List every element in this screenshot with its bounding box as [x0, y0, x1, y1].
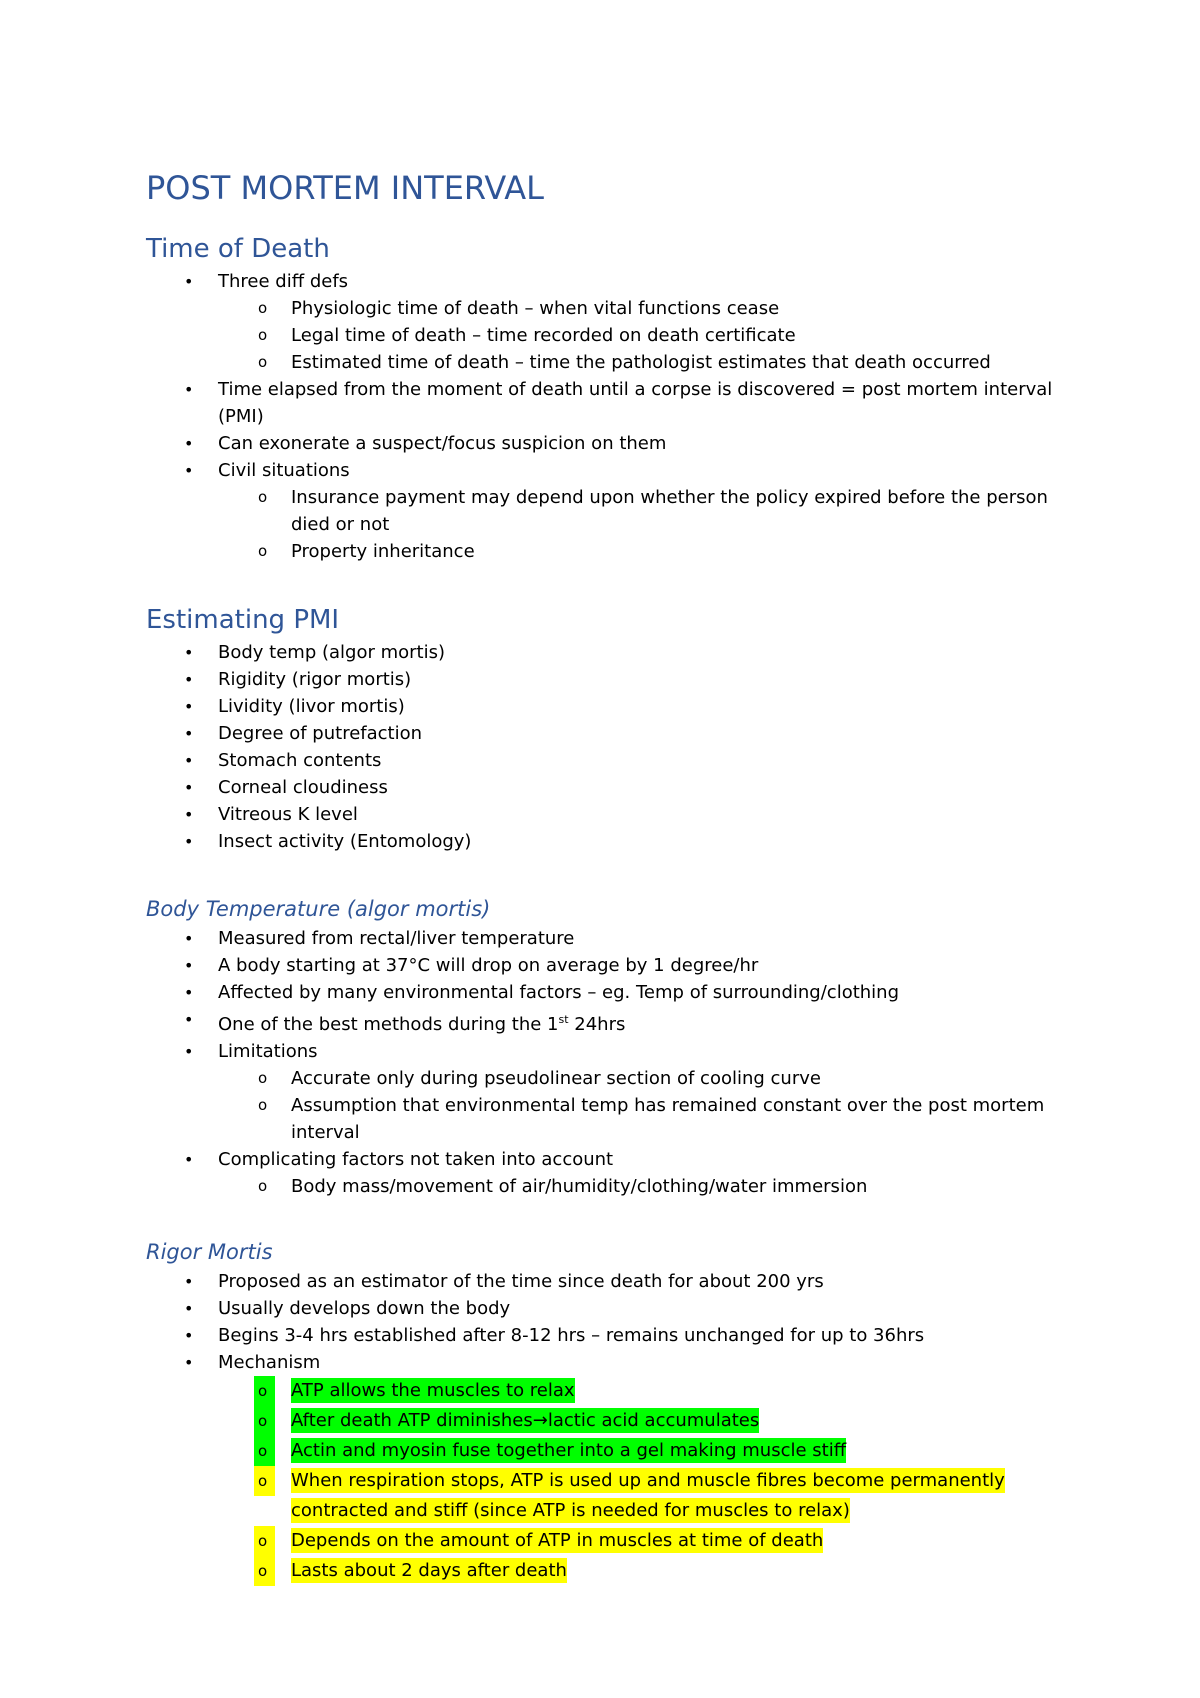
list-item: • Proposed as an estimator of the time since death for about 200 yrs — [146, 1268, 1066, 1295]
bullet-icon: • — [184, 1353, 194, 1372]
bullet-icon: • — [184, 434, 194, 453]
list-item: • Mechanism — [146, 1349, 1066, 1376]
highlighted-sub-item: o Actin and myosin fuse together into a gel making muscle stiff — [146, 1436, 1066, 1466]
list-item: • Corneal cloudiness — [146, 774, 1066, 801]
sub-bullet-icon: o — [254, 1526, 275, 1556]
bullet-icon: • — [184, 1150, 194, 1169]
bullet-icon: • — [184, 272, 194, 291]
bullet-icon: • — [184, 643, 194, 662]
sub-list-item: o Accurate only during pseudolinear section of cooling curve — [146, 1065, 1066, 1092]
sub-bullet-icon: o — [258, 542, 268, 560]
bullet-icon: • — [184, 1010, 194, 1029]
list-item: • Degree of putrefaction — [146, 720, 1066, 747]
list-item: • Body temp (algor mortis) — [146, 639, 1066, 666]
sub-bullet-icon: o — [258, 488, 268, 506]
sub-list-item: o Property inheritance — [146, 538, 1066, 565]
section-estimating-pmi — [146, 601, 1066, 855]
list-item: • Insect activity (Entomology) — [146, 828, 1066, 855]
bullet-icon: • — [184, 1042, 194, 1061]
sub-list-item: o Assumption that environmental temp has remained constant over the post mortem interval — [146, 1092, 1066, 1146]
bullet-icon: • — [184, 697, 194, 716]
heading-time-of-death: Time of Death — [146, 234, 330, 264]
sub-bullet-icon: o — [258, 1069, 268, 1087]
document-title: POST MORTEM INTERVAL — [146, 169, 544, 207]
sub-bullet-icon: o — [254, 1376, 275, 1406]
list-mechanism-highlighted — [146, 1376, 1066, 1586]
list-item: • Time elapsed from the moment of death until a corpse is discovered = post mortem interval (PMI) — [146, 376, 1066, 430]
document-content — [146, 166, 1066, 1586]
list-item: • Stomach contents — [146, 747, 1066, 774]
list-item: • Usually develops down the body — [146, 1295, 1066, 1322]
list-item: • Affected by many environmental factors – eg. Temp of surrounding/clothing — [146, 979, 1066, 1006]
list-item: • Begins 3-4 hrs established after 8-12 hrs – remains unchanged for up to 36hrs — [146, 1322, 1066, 1349]
bullet-icon: • — [184, 929, 194, 948]
bullet-icon: • — [184, 1299, 194, 1318]
heading-body-temperature: Body Temperature (algor mortis) — [146, 897, 491, 921]
list-item: • Measured from rectal/liver temperature — [146, 925, 1066, 952]
sub-list-item: o Estimated time of death – time the pathologist estimates that death occurred — [146, 349, 1066, 376]
heading-estimating-pmi: Estimating PMI — [146, 605, 340, 635]
list-item: • Limitations — [146, 1038, 1066, 1065]
highlighted-sub-item: o ATP allows the muscles to relax — [146, 1376, 1066, 1406]
sub-bullet-icon: o — [258, 353, 268, 371]
sub-bullet-icon: o — [254, 1556, 275, 1586]
sub-bullet-icon: o — [258, 1096, 268, 1114]
list-body-temperature — [146, 925, 1066, 1200]
list-item: • A body starting at 37°C will drop on average by 1 degree/hr — [146, 952, 1066, 979]
bullet-icon: • — [184, 670, 194, 689]
section-time-of-death — [146, 230, 1066, 565]
sub-bullet-icon: o — [258, 299, 268, 317]
heading-rigor-mortis: Rigor Mortis — [146, 1240, 273, 1264]
list-item: • Lividity (livor mortis) — [146, 693, 1066, 720]
sub-bullet-icon: o — [258, 326, 268, 344]
bullet-icon: • — [184, 832, 194, 851]
bullet-icon: • — [184, 805, 194, 824]
section-body-temperature — [146, 893, 1066, 1200]
bullet-icon: • — [184, 724, 194, 743]
bullet-icon: • — [184, 380, 194, 399]
list-item: • Civil situations — [146, 457, 1066, 484]
list-rigor-mortis — [146, 1268, 1066, 1376]
bullet-icon: • — [184, 461, 194, 480]
bullet-icon: • — [184, 778, 194, 797]
highlighted-sub-item: o When respiration stops, ATP is used up and muscle fibres become permanently contracted and stiff (since ATP is needed for muscles to relax) — [146, 1466, 1066, 1526]
bullet-icon: • — [184, 1272, 194, 1291]
sub-bullet-icon: o — [254, 1406, 275, 1436]
list-time-of-death — [146, 268, 1066, 565]
sub-bullet-icon: o — [254, 1466, 275, 1496]
bullet-icon: • — [184, 751, 194, 770]
list-estimating-pmi — [146, 639, 1066, 855]
bullet-icon: • — [184, 956, 194, 975]
section-rigor-mortis — [146, 1236, 1066, 1586]
sub-bullet-icon: o — [258, 1177, 268, 1195]
bullet-icon: • — [184, 1326, 194, 1345]
list-item: • Three diff defs — [146, 268, 1066, 295]
sub-list-item: o Physiologic time of death – when vital functions cease — [146, 295, 1066, 322]
sub-bullet-icon: o — [254, 1436, 275, 1466]
highlighted-sub-item: o After death ATP diminishes→lactic acid accumulates — [146, 1406, 1066, 1436]
list-item: • Can exonerate a suspect/focus suspicion on them — [146, 430, 1066, 457]
list-item: • Rigidity (rigor mortis) — [146, 666, 1066, 693]
list-item: • One of the best methods during the 1st 24hrs — [146, 1006, 1066, 1038]
list-item: • Vitreous K level — [146, 801, 1066, 828]
highlighted-sub-item: o Lasts about 2 days after death — [146, 1556, 1066, 1586]
sub-list-item: o Body mass/movement of air/humidity/clothing/water immersion — [146, 1173, 1066, 1200]
sub-list-item: o Legal time of death – time recorded on death certificate — [146, 322, 1066, 349]
arrow-right-icon: → — [532, 1410, 548, 1431]
highlighted-sub-item: o Depends on the amount of ATP in muscles at time of death — [146, 1526, 1066, 1556]
bullet-icon: • — [184, 983, 194, 1002]
sub-list-item: o Insurance payment may depend upon whether the policy expired before the person died or not — [146, 484, 1066, 538]
list-item: • Complicating factors not taken into account — [146, 1146, 1066, 1173]
